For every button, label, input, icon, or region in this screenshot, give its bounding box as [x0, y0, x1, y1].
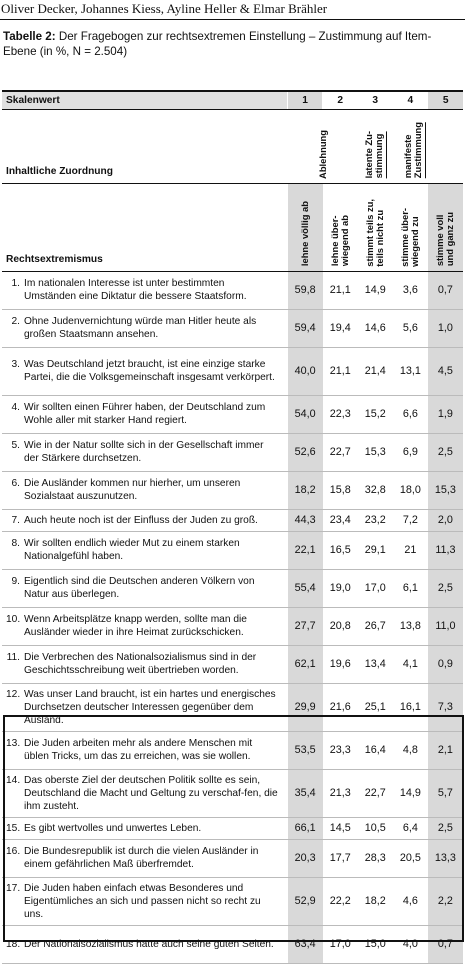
option-header: lehne völlig ab: [299, 201, 311, 267]
item-value: 17,0: [323, 925, 358, 963]
item-question: [2, 309, 288, 347]
item-number: 4.: [11, 402, 20, 413]
item-value: 23,4: [323, 509, 358, 531]
item-question: [2, 839, 288, 877]
item-question: [2, 877, 288, 925]
item-value: 27,7: [288, 607, 323, 645]
item-question: [2, 569, 288, 607]
item-value: 16,4: [358, 731, 393, 769]
item-value: 21,1: [323, 347, 358, 395]
item-number: 17.: [6, 882, 21, 894]
item-number: 9.: [11, 576, 20, 587]
item-value: 21,1: [323, 271, 358, 309]
item-value: 35,4: [288, 769, 323, 817]
group-manifeste: manifeste Zustimmung: [403, 122, 426, 178]
item-value: 15,2: [358, 395, 393, 433]
group-latente: latente Zu- stimmung: [364, 131, 387, 178]
item-number: 1.: [11, 278, 20, 289]
item-number: 10.: [6, 614, 21, 625]
item-value: 22,3: [323, 395, 358, 433]
table-row: [2, 433, 463, 471]
item-value: 6,9: [393, 433, 428, 471]
scale-value: 4: [393, 91, 428, 109]
item-text: Die Juden haben einfach etwas Besonderes und Eigentümliches an sich und passen nicht so recht zu uns.: [24, 882, 261, 920]
table-row: [2, 471, 463, 509]
item-value: 66,1: [288, 817, 323, 839]
item-number: 16.: [6, 846, 21, 857]
item-value: 20,3: [288, 839, 323, 877]
item-value: 14,5: [323, 817, 358, 839]
item-question: [2, 395, 288, 433]
item-value: 25,1: [358, 683, 393, 731]
item-value: 22,1: [288, 531, 323, 569]
item-text: Die Verbrechen des Nationalsozialismus sind in der Geschichtsschreibung weit übertrieben worden.: [24, 652, 257, 676]
inhaltliche-label: Inhaltliche Zuordnung: [2, 109, 288, 183]
item-text: Wir sollten endlich wieder Mut zu einem starken Nationalgefühl haben.: [24, 538, 240, 562]
item-value: 1,0: [428, 309, 463, 347]
item-text: Eigentlich sind die Deutschen anderen Völkern von Natur aus überlegen.: [24, 576, 255, 600]
item-value: 19,4: [323, 309, 358, 347]
item-value: 52,6: [288, 433, 323, 471]
item-value: 17,0: [358, 569, 393, 607]
item-value: 4,5: [428, 347, 463, 395]
item-value: 14,9: [358, 271, 393, 309]
option-header: stimmt teils zu, teils nicht zu: [364, 198, 386, 267]
item-text: Die Ausländer kommen nur hierher, um unseren Sozialstaat auszunutzen.: [24, 478, 241, 502]
scale-value: 1: [288, 91, 323, 109]
item-text: Was unser Land braucht, ist ein hartes und energisches Durchsetzen deutscher Interessen gegenüber dem Ausland.: [24, 688, 276, 726]
item-value: 59,4: [288, 309, 323, 347]
item-number: 6.: [11, 478, 20, 489]
item-value: 2,1: [428, 731, 463, 769]
caption-label: Tabelle 2:: [3, 30, 56, 43]
item-value: 4,1: [393, 645, 428, 683]
group-ablehnung: Ablehnung: [316, 129, 328, 179]
item-question: [2, 817, 288, 839]
item-value: 11,0: [428, 607, 463, 645]
item-number: 18.: [6, 938, 21, 950]
item-value: 28,3: [358, 839, 393, 877]
item-value: 13,1: [393, 347, 428, 395]
item-number: 3.: [11, 359, 20, 370]
item-value: 53,5: [288, 731, 323, 769]
item-question: [2, 509, 288, 531]
scale-row: [2, 91, 463, 109]
item-value: 29,9: [288, 683, 323, 731]
item-question: [2, 683, 288, 731]
table-row: [2, 769, 463, 817]
item-value: 2,0: [428, 509, 463, 531]
item-question: [2, 531, 288, 569]
item-text: Im nationalen Interesse ist unter bestimmten Umständen eine Diktatur die bessere Staatsform.: [24, 278, 247, 302]
option-header: lehne über- wiegend ab: [329, 215, 351, 267]
item-value: 55,4: [288, 569, 323, 607]
table-row: [2, 683, 463, 731]
item-number: 8.: [11, 538, 20, 549]
item-value: 21,6: [323, 683, 358, 731]
item-number: 11.: [6, 652, 20, 663]
item-value: 5,6: [393, 309, 428, 347]
table-row: [2, 877, 463, 925]
item-value: 21,3: [323, 769, 358, 817]
item-number: 2.: [11, 316, 20, 327]
skalenwert-label: Skalenwert: [2, 91, 288, 109]
item-text: Was Deutschland jetzt braucht, ist eine einzige starke Partei, die die Volksgemeinschaft insgesamt verkörpert.: [24, 359, 275, 383]
item-text: Das oberste Ziel der deutschen Politik sollte es sein, Deutschland die Macht und Geltung zu verschaf-fen, die ihm zusteht.: [24, 774, 278, 812]
items-body: [2, 271, 463, 963]
item-value: 7,2: [393, 509, 428, 531]
item-question: [2, 731, 288, 769]
table-row: [2, 839, 463, 877]
item-value: 10,5: [358, 817, 393, 839]
item-question: [2, 271, 288, 309]
item-value: 15,0: [358, 925, 393, 963]
item-value: 3,6: [393, 271, 428, 309]
item-value: 26,7: [358, 607, 393, 645]
item-value: 22,2: [323, 877, 358, 925]
item-value: 5,7: [428, 769, 463, 817]
item-value: 32,8: [358, 471, 393, 509]
item-value: 1,9: [428, 395, 463, 433]
group-row: [2, 109, 463, 183]
table-caption: [0, 20, 465, 90]
item-value: 6,4: [393, 817, 428, 839]
item-value: 4,0: [393, 925, 428, 963]
item-value: 7,3: [428, 683, 463, 731]
item-value: 2,5: [428, 569, 463, 607]
item-number: 14.: [6, 774, 21, 786]
scale-value: 5: [428, 91, 463, 109]
item-question: [2, 925, 288, 963]
item-value: 18,2: [288, 471, 323, 509]
item-value: 16,1: [393, 683, 428, 731]
item-value: 15,8: [323, 471, 358, 509]
item-value: 18,0: [393, 471, 428, 509]
item-value: 0,7: [428, 925, 463, 963]
item-question: [2, 471, 288, 509]
caption-text: Der Fragebogen zur rechtsextremen Einstellung – Zustimmung auf Item-Ebene (in %, N = 2.504): [3, 30, 432, 58]
item-value: 21: [393, 531, 428, 569]
option-header: stimme voll und ganz zu: [434, 212, 456, 267]
item-value: 19,6: [323, 645, 358, 683]
scale-value: 2: [323, 91, 358, 109]
item-value: 14,9: [393, 769, 428, 817]
item-value: 20,8: [323, 607, 358, 645]
item-value: 13,4: [358, 645, 393, 683]
item-text: Wir sollten einen Führer haben, der Deutschland zum Wohle aller mit starker Hand regiert.: [24, 402, 266, 426]
item-text: Die Bundesrepublik ist durch die vielen Ausländer in einem gefährlichen Maß überfremdet.: [24, 846, 259, 870]
item-value: 4,8: [393, 731, 428, 769]
table-row: [2, 569, 463, 607]
table-row: [2, 645, 463, 683]
item-value: 29,1: [358, 531, 393, 569]
item-value: 15,3: [358, 433, 393, 471]
options-row: [2, 183, 463, 271]
option-header: stimme über- wiegend zu: [399, 207, 421, 267]
item-text: Die Juden arbeiten mehr als andere Menschen mit üblen Tricks, um das zu erreichen, was sie wollen.: [24, 738, 253, 762]
item-value: 59,8: [288, 271, 323, 309]
table-row: [2, 925, 463, 963]
item-text: Wie in der Natur sollte sich in der Gesellschaft immer der Stärkere durchsetzen.: [24, 440, 264, 464]
item-value: 18,2: [358, 877, 393, 925]
item-number: 13.: [6, 738, 21, 749]
item-value: 54,0: [288, 395, 323, 433]
table-row: [2, 271, 463, 309]
table-row: [2, 531, 463, 569]
table-row: [2, 817, 463, 839]
scale-value: 3: [358, 91, 393, 109]
item-value: 44,3: [288, 509, 323, 531]
table-row: [2, 395, 463, 433]
item-value: 13,3: [428, 839, 463, 877]
item-value: 0,9: [428, 645, 463, 683]
item-text: Ohne Judenvernichtung würde man Hitler heute als großen Staatsmann ansehen.: [24, 316, 257, 340]
item-text: Es gibt wertvolles und unwertes Leben.: [24, 822, 202, 834]
item-value: 22,7: [358, 769, 393, 817]
item-value: 52,9: [288, 877, 323, 925]
item-value: 19,0: [323, 569, 358, 607]
item-value: 14,6: [358, 309, 393, 347]
item-value: 2,5: [428, 817, 463, 839]
item-question: [2, 645, 288, 683]
item-number: 15.: [6, 822, 21, 834]
table-row: [2, 347, 463, 395]
item-number: 5.: [11, 440, 20, 451]
item-value: 23,3: [323, 731, 358, 769]
item-table: [2, 90, 463, 964]
item-value: 40,0: [288, 347, 323, 395]
item-value: 4,6: [393, 877, 428, 925]
table-row: [2, 309, 463, 347]
table-row: [2, 607, 463, 645]
item-value: 17,7: [323, 839, 358, 877]
item-value: 13,8: [393, 607, 428, 645]
item-value: 16,5: [323, 531, 358, 569]
rechts-label: Rechtsextremismus: [2, 183, 288, 271]
item-value: 6,1: [393, 569, 428, 607]
item-question: [2, 607, 288, 645]
item-value: 63,4: [288, 925, 323, 963]
item-value: 21,4: [358, 347, 393, 395]
item-number: 12.: [6, 688, 21, 700]
table-row: [2, 509, 463, 531]
item-value: 2,2: [428, 877, 463, 925]
item-value: 22,7: [323, 433, 358, 471]
item-question: [2, 769, 288, 817]
item-value: 15,3: [428, 471, 463, 509]
item-text: Auch heute noch ist der Einfluss der Juden zu groß.: [24, 514, 258, 526]
item-value: 23,2: [358, 509, 393, 531]
item-value: 2,5: [428, 433, 463, 471]
running-header: Oliver Decker, Johannes Kiess, Ayline Heller & Elmar Brähler: [0, 0, 465, 20]
item-number: 7.: [11, 514, 20, 526]
item-text: Der Nationalsozialismus hatte auch seine guten Seiten.: [24, 938, 274, 950]
item-question: [2, 433, 288, 471]
item-value: 62,1: [288, 645, 323, 683]
item-value: 6,6: [393, 395, 428, 433]
item-value: 0,7: [428, 271, 463, 309]
item-text: Wenn Arbeitsplätze knapp werden, sollte man die Ausländer wieder in ihre Heimat zurückschicken.: [24, 614, 247, 638]
item-value: 20,5: [393, 839, 428, 877]
table-row: [2, 731, 463, 769]
item-question: [2, 347, 288, 395]
item-value: 11,3: [428, 531, 463, 569]
